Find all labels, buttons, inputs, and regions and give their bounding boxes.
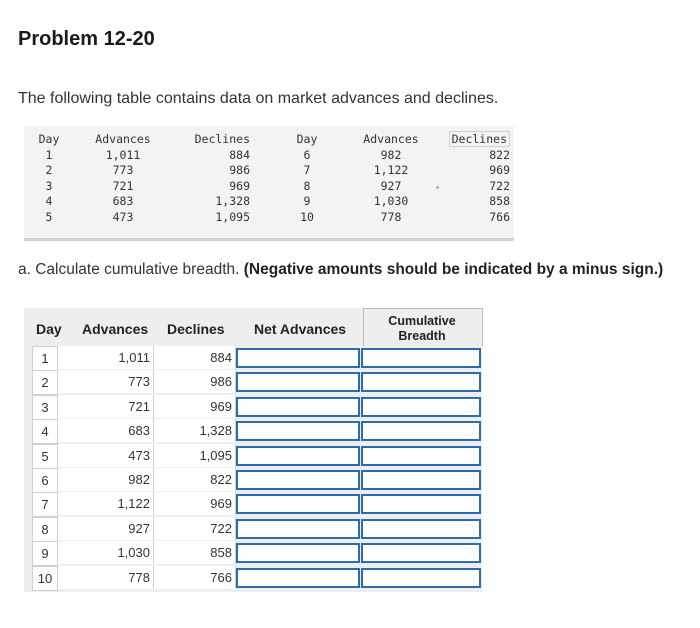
- cumulative-breadth-input[interactable]: [361, 519, 481, 539]
- table-row: [24, 346, 482, 370]
- table-row: [24, 517, 482, 541]
- net-advances-input[interactable]: [236, 372, 360, 392]
- table-row: [24, 541, 482, 565]
- row-declines: 1,328: [154, 419, 236, 442]
- source-declines: 986: [229, 163, 250, 178]
- row-advances: 778: [58, 566, 154, 589]
- source-declines: 722: [489, 178, 510, 193]
- cumulative-breadth-input[interactable]: [361, 494, 481, 514]
- source-header-declines: Declines: [449, 131, 510, 147]
- decorative-dot: [436, 186, 439, 189]
- cumulative-breadth-input[interactable]: [361, 446, 481, 466]
- source-day: 8: [303, 178, 311, 193]
- table-row: [24, 419, 482, 443]
- source-header-advances: Advances: [95, 132, 151, 146]
- source-day: 5: [45, 209, 53, 224]
- table-row: [24, 492, 482, 516]
- row-advances: 773: [58, 370, 154, 393]
- source-declines: 969: [489, 163, 510, 178]
- row-day: 8: [32, 517, 58, 542]
- row-day: 10: [32, 566, 58, 591]
- source-day: 4: [45, 194, 53, 209]
- row-day: 9: [32, 541, 58, 566]
- source-day: 9: [303, 194, 311, 209]
- intro-text: The following table contains data on market advances and declines.: [18, 90, 499, 107]
- problem-title: Problem 12-20: [18, 28, 155, 50]
- row-day: 5: [32, 444, 58, 469]
- net-advances-input[interactable]: [236, 543, 360, 563]
- answer-header-declines: Declines: [167, 321, 225, 337]
- cumulative-breadth-input[interactable]: [361, 568, 481, 588]
- source-right-declines-column: [444, 132, 510, 226]
- question-label: a. Calculate cumulative breadth.: [18, 261, 240, 278]
- net-advances-input[interactable]: [236, 446, 360, 466]
- source-header-day: Day: [38, 132, 60, 146]
- source-left-day-column: [32, 132, 66, 226]
- source-day: 1: [45, 147, 53, 162]
- source-left-declines-column: [184, 132, 250, 226]
- row-declines: 884: [154, 346, 236, 369]
- net-advances-input[interactable]: [236, 519, 360, 539]
- table-row: [24, 566, 482, 590]
- row-declines: 986: [154, 370, 236, 393]
- source-day: 10: [300, 209, 314, 224]
- row-declines: 969: [154, 395, 236, 418]
- source-declines: 822: [489, 147, 510, 162]
- source-advances: 982: [380, 147, 402, 162]
- cumulative-breadth-input[interactable]: [361, 470, 481, 490]
- source-day: 6: [303, 147, 311, 162]
- source-advances: 721: [112, 178, 134, 193]
- answer-header-cumulative-breadth: Cumulative Breadth: [388, 314, 456, 343]
- source-right-day-column: [290, 132, 324, 226]
- source-header-advances: Advances: [363, 132, 419, 146]
- net-advances-input[interactable]: [236, 494, 360, 514]
- cumulative-breadth-input[interactable]: [361, 348, 481, 368]
- question-note: (Negative amounts should be indicated by a minus sign.): [243, 261, 664, 278]
- net-advances-input[interactable]: [236, 421, 360, 441]
- row-day: 1: [32, 346, 58, 371]
- row-declines: 969: [154, 492, 236, 515]
- source-declines: 884: [229, 147, 250, 162]
- cumulative-breadth-input[interactable]: [361, 421, 481, 441]
- answer-header-net-advances: Net Advances: [254, 321, 347, 337]
- row-advances: 473: [58, 444, 154, 467]
- source-right-advances-column: [354, 132, 428, 226]
- row-day: 6: [32, 468, 58, 493]
- source-declines: 1,095: [215, 209, 250, 224]
- table-row: [24, 444, 482, 468]
- source-advances: 927: [380, 178, 402, 193]
- row-advances: 683: [58, 419, 154, 442]
- source-advances: 773: [112, 163, 134, 178]
- source-day: 2: [45, 163, 53, 178]
- answer-table: [24, 308, 482, 592]
- source-header-day: Day: [296, 132, 318, 146]
- table-row: [24, 395, 482, 419]
- question-a: [18, 261, 663, 279]
- source-advances: 1,122: [373, 163, 409, 178]
- source-declines: 969: [229, 178, 250, 193]
- source-advances: 778: [380, 209, 402, 224]
- row-advances: 1,030: [58, 541, 154, 564]
- row-declines: 722: [154, 517, 236, 540]
- row-day: 7: [32, 492, 58, 517]
- cumulative-breadth-input[interactable]: [361, 372, 481, 392]
- row-declines: 822: [154, 468, 236, 491]
- source-advances: 1,030: [373, 194, 409, 209]
- source-day: 3: [45, 178, 53, 193]
- row-advances: 1,011: [58, 346, 154, 369]
- net-advances-input[interactable]: [236, 470, 360, 490]
- source-advances: 1,011: [105, 147, 141, 162]
- row-advances: 721: [58, 395, 154, 418]
- source-advances: 473: [112, 209, 134, 224]
- source-declines: 858: [489, 194, 510, 209]
- row-declines: 1,095: [154, 444, 236, 467]
- row-advances: 982: [58, 468, 154, 491]
- net-advances-input[interactable]: [236, 348, 360, 368]
- table-row: [24, 468, 482, 492]
- table-row: [24, 370, 482, 394]
- source-header-declines: Declines: [194, 132, 250, 146]
- net-advances-input[interactable]: [236, 568, 360, 588]
- source-data-table: [24, 126, 514, 241]
- answer-header-advances: Advances: [82, 321, 149, 337]
- row-declines: 766: [154, 566, 236, 589]
- row-day: 2: [32, 370, 58, 395]
- cumulative-breadth-input[interactable]: [361, 397, 481, 417]
- source-day: 7: [303, 163, 311, 178]
- answer-header-day: Day: [36, 321, 62, 337]
- row-declines: 858: [154, 541, 236, 564]
- row-day: 4: [32, 419, 58, 444]
- source-declines: 766: [489, 209, 510, 224]
- row-advances: 1,122: [58, 492, 154, 515]
- row-day: 3: [32, 395, 58, 420]
- source-left-advances-column: [86, 132, 160, 226]
- source-declines: 1,328: [215, 194, 250, 209]
- cumulative-breadth-input[interactable]: [361, 543, 481, 563]
- source-advances: 683: [112, 194, 134, 209]
- net-advances-input[interactable]: [236, 397, 360, 417]
- row-advances: 927: [58, 517, 154, 540]
